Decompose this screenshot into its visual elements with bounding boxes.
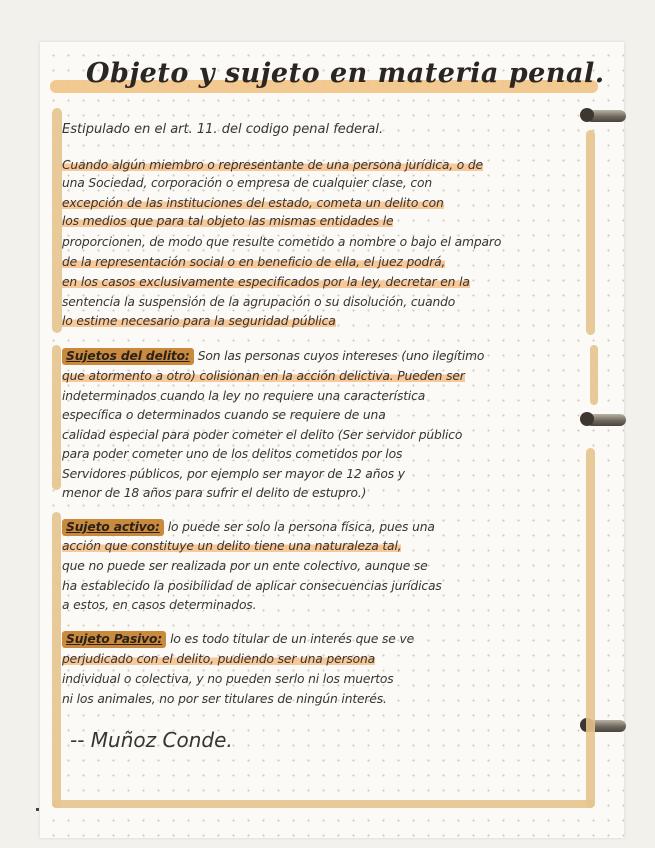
term-sujetos-del-delito: Sujetos del delito:: [62, 348, 194, 365]
paragraph-line: excepción de las instituciones del estado, cometa un delito con: [62, 196, 444, 210]
margin-highlight-bar: [586, 448, 595, 808]
section-line: calidad especial para poder cometer el delito (Ser servidor público: [62, 428, 463, 442]
section-line: Sujeto Pasivo: lo es todo titular de un interés que se ve: [62, 631, 584, 648]
paragraph-line: en los casos exclusivamente especificados por la ley, decretar en la: [62, 275, 470, 289]
section-line: indeterminados cuando la ley no requiere una característica: [62, 389, 426, 403]
section-line: a estos, en casos determinados.: [62, 598, 257, 612]
binder-ring-icon: [586, 414, 626, 426]
bottom-highlight-bar: [52, 800, 594, 808]
section-line: Sujeto activo: lo puede ser solo la persona física, pues una: [62, 519, 584, 536]
term-sujeto-pasivo: Sujeto Pasivo:: [62, 631, 166, 648]
paragraph-line: de la representación social o en beneficio de ella, el juez podrá,: [62, 255, 446, 269]
paragraph-line: proporcionen, de modo que resulte cometido a nombre o bajo el amparo: [62, 235, 502, 249]
section-line: específica o determinados cuando se requiere de una: [62, 408, 386, 422]
margin-highlight-bar: [52, 108, 62, 333]
section-line: que atormento a otro) colisionan en la acción delictiva. Pueden ser: [62, 369, 465, 383]
margin-highlight-bar: [52, 345, 61, 490]
section-line: acción que constituye un delito tiene una naturaleza tal,: [62, 539, 402, 553]
section-line: menor de 18 años para sufrir el delito de estupro.): [62, 486, 367, 500]
binder-ring-icon: [586, 110, 626, 122]
section-line: ha establecido la posibilidad de aplicar consecuencias jurídicas: [62, 579, 442, 593]
section-line: ni los animales, no por ser titulares de ningún interés.: [62, 692, 387, 706]
section-line: perjudicado con el delito, pudiendo ser una persona: [62, 652, 376, 666]
margin-highlight-bar: [586, 130, 595, 335]
page-title: Objeto y sujeto en materia penal.: [86, 58, 605, 89]
ink-dot: [36, 808, 39, 811]
section-line: individual o colectiva, y no pueden serlo ni los muertos: [62, 672, 394, 686]
section-line: Servidores públicos, por ejemplo ser mayor de 12 años y: [62, 467, 405, 481]
paragraph-line: lo estime necesario para la seguridad pública: [62, 314, 336, 328]
paragraph-line: Cuando algún miembro o representante de una persona jurídica, o de: [62, 158, 483, 172]
margin-highlight-bar: [52, 512, 61, 808]
section-line: que no puede ser realizada por un ente colectivo, aunque se: [62, 559, 428, 573]
term-sujeto-activo: Sujeto activo:: [62, 519, 164, 536]
paragraph-line: sentencia la suspensión de la agrupación o su disolución, cuando: [62, 295, 456, 309]
margin-highlight-bar: [590, 345, 598, 405]
section-line: Sujetos del delito: Son las personas cuyos intereses (uno ilegítimo: [62, 348, 584, 365]
reference-line: Estipulado en el art. 11. del codigo penal federal.: [62, 122, 384, 137]
section-line: para poder cometer uno de los delitos cometidos por los: [62, 447, 403, 461]
paragraph-line: una Sociedad, corporación o empresa de cualquier clase, con: [62, 176, 433, 190]
author-signature: -- Muñoz Conde.: [70, 728, 233, 752]
paragraph-line: los medios que para tal objeto las mismas entidades le: [62, 214, 394, 228]
